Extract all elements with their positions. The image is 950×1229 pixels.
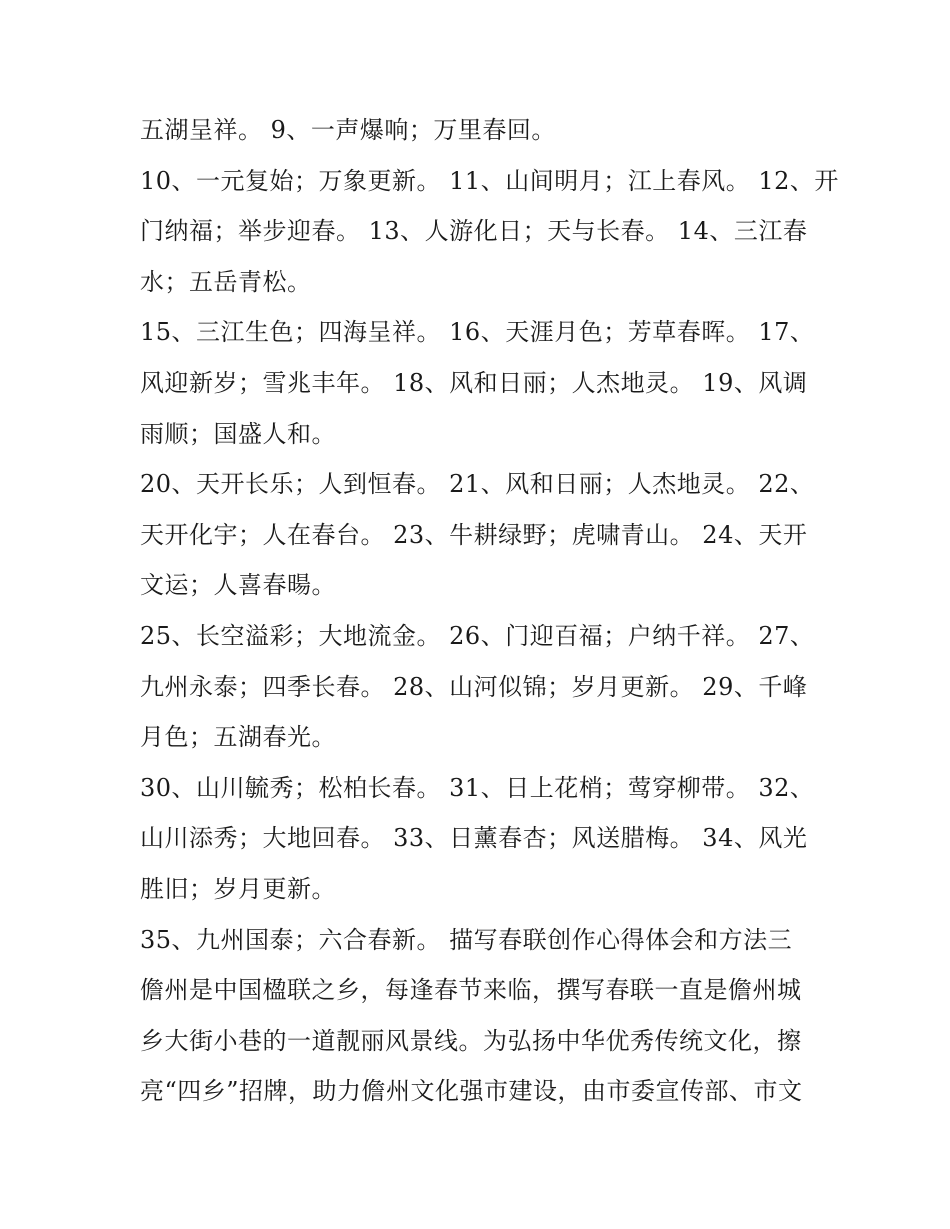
text-line: 20、天开长乐；人到恒春。 21、风和日丽；人杰地灵。 22、 [140,470,815,499]
text-line: 门纳福；举步迎春。 13、人游化日；天与长春。 14、三江春 [140,217,808,246]
text-line: 水；五岳青松。 [140,267,312,296]
text-line: 风迎新岁；雪兆丰年。 18、风和日丽；人杰地灵。 19、风调 [140,368,808,397]
text-line: 10、一元复始；万象更新。 11、山间明月；江上春风。 12、开 [140,166,839,195]
text-line: 山川添秀；大地回春。 33、日薰春杏；风送腊梅。 34、风光 [140,824,808,853]
text-line: 25、长空溢彩；大地流金。 26、门迎百福；户纳千祥。 27、 [140,621,815,650]
text-line: 30、山川毓秀；松柏长春。 31、日上花梢；莺穿柳带。 32、 [140,773,815,802]
text-line: 天开化宇；人在春台。 23、牛耕绿野；虎啸青山。 24、天开 [140,520,808,549]
body-text [140,105,839,1117]
text-line: 九州永泰；四季长春。 28、山河似锦；岁月更新。 29、千峰 [140,672,808,701]
text-line: 15、三江生色；四海呈祥。 16、天涯月色；芳草春晖。 17、 [140,318,815,347]
text-line: 文运；人喜春暘。 [140,571,336,600]
text-line: 乡大街小巷的一道靓丽风景线。为弘扬中华优秀传统文化，擦 [140,1026,802,1055]
text-line: 35、九州国泰；六合春新。 描写春联创作心得体会和方法三 [140,925,793,954]
text-line: 亮“四乡”招牌，助力儋州文化强市建设，由市委宣传部、市文 [140,1077,803,1106]
text-line: 雨顺；国盛人和。 [140,419,336,448]
text-line: 胜旧；岁月更新。 [140,874,336,903]
text-line: 月色；五湖春光。 [140,723,336,752]
text-line: 五湖呈祥。 9、一声爆响；万里春回。 [140,116,556,144]
text-line: 儋州是中国楹联之乡，每逢春节来临，撰写春联一直是儋州城 [140,976,802,1005]
